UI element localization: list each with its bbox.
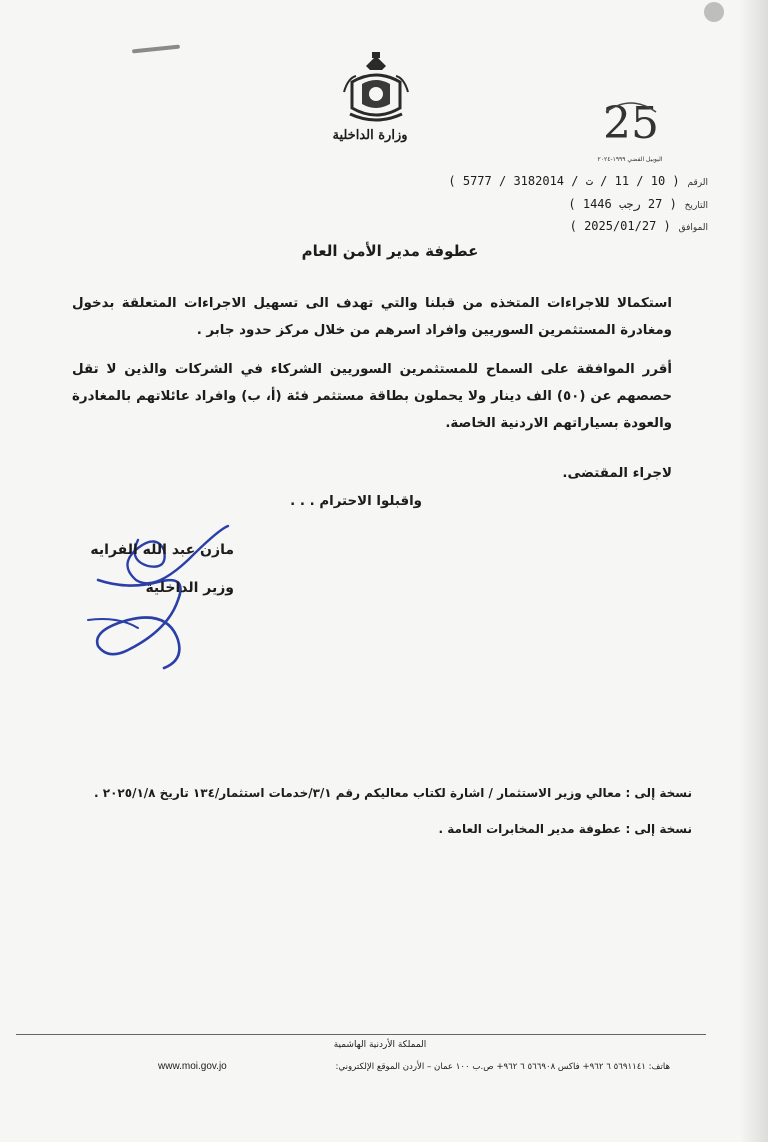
copy-to-line-1: نسخة إلى : معالي وزير الاستثمار / اشارة لكتاب معاليكم رقم ٣/١/خدمات استثمار/١٣٤ تاريخ ٢٠٢٥/١/٨ . [94,786,692,800]
reference-corresponding-row [570,219,708,233]
reference-corresponding-value: ( 2025/01/27 ) [569,219,671,233]
reference-number-label: الرقم [687,178,708,188]
addressee: عطوفة مدير الأمن العام [301,242,479,260]
reference-date-label: التاريخ [684,201,708,211]
anniversary-logo-icon [598,92,664,160]
body-paragraph-3: لاجراء المقتضى. [562,466,672,481]
body-paragraph-2: أقرر الموافقة على السماح للمستثمرين السوريين الشركاء في الشركات والذين لا تقل حصصهم عن (٥٠) الف دينار ولا يحملون بطاقة مستثمر فئة (أ، ب) وافراد عائلاتهم بالمغادرة والعودة بسياراتهم الاردنية الخاصة. [72,362,672,431]
corner-mark [704,2,724,22]
reference-number-value: ( 10 / 11 / ت / 3182014 / 5777 ) [448,174,680,188]
closing-phrase: واقبلوا الاحترام . . . [290,494,422,509]
anniversary-caption: اليوبيل الفضي ١٩٩٩-٢٠٢٤ [597,156,663,163]
signatory-title: وزير الداخلية [145,580,234,596]
pen-stroke [132,45,180,54]
page-shadow [740,0,768,1142]
ministry-name: وزارة الداخلية [332,128,408,143]
reference-date-value: ( 27 رجب 1446 ) [568,197,677,211]
reference-date-row [568,197,708,211]
footer-contact: هاتف: ٥٦٩١١٤١ ٦ ٩٦٢+ فاكس ٥٦٦٩٠٨ ٦ ٩٦٢+ ص.ب ١٠٠ عمان – الأردن الموقع الإلكتروني: [335,1062,670,1072]
signatory-name: مازن عبد الله الفرايه [90,542,234,558]
reference-corresponding-label: الموافق [678,223,708,233]
reference-number-row [448,174,708,188]
body-paragraph-1: استكمالا للاجراءات المتخذه من قبلنا والتي تهدف الى تسهيل الاجراءات المتعلقة بدخول ومغادرة المستثمرين السوريين وافراد اسرهم من خلال مركز حدود جابر . [72,296,672,338]
footer-divider [16,1034,706,1035]
footer-website-link[interactable]: www.moi.gov.jo [158,1061,227,1072]
copy-to-line-2: نسخة إلى : عطوفة مدير المخابرات العامة . [438,822,692,836]
footer-country: المملكة الأردنية الهاشمية [333,1040,427,1050]
anniversary-number: 25 [603,98,659,149]
coat-of-arms-icon [342,52,410,124]
